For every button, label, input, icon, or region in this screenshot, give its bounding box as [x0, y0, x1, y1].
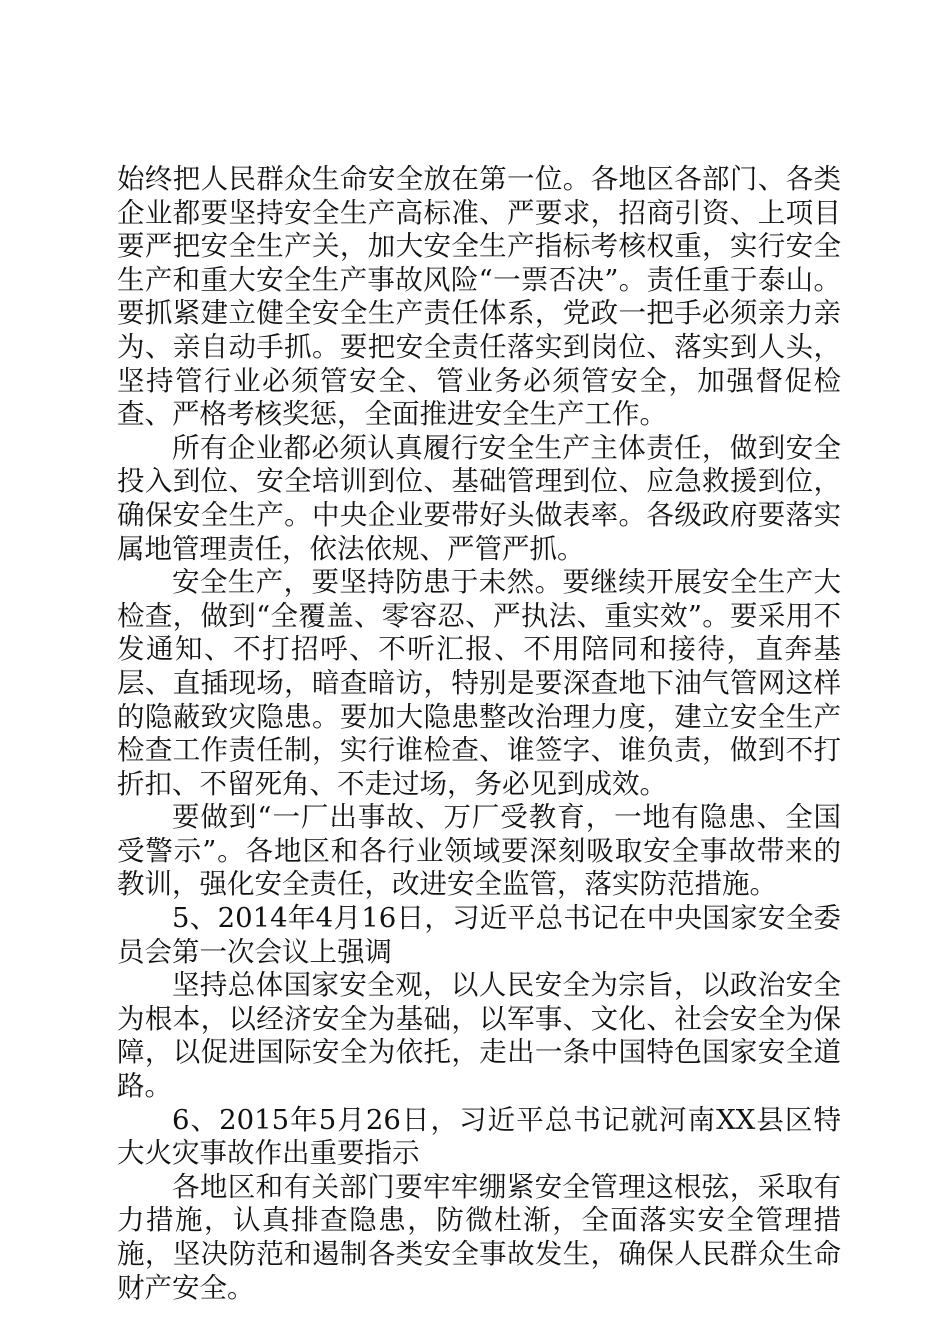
section-heading-5: 5、2014年4月16日，习近平总书记在中央国家安全委员会第一次会议上强调: [117, 902, 841, 968]
section-heading-6: 6、2015年5月26日，习近平总书记就河南XX县区特大火灾事故作出重要指示: [117, 1103, 841, 1170]
paragraph-continued: 始终把人民群众生命安全放在第一位。各地区各部门、各类企业都要坚持安全生产高标准、严要求，招商引资、上项目要严把安全生产关，加大安全生产指标考核权重，实行安全生产和重大安全生产事故风险“一票否决”。责任重于泰山。要抓紧建立健全安全生产责任体系，党政一把手必须亲力亲为、亲自动手抓。要把安全责任落实到岗位、落实到人头，坚持管行业必须管安全、管业务必须管安全，加强督促检查、严格考核奖惩，全面推进安全生产工作。: [117, 163, 841, 431]
paragraph-enterprise-responsibility: 所有企业都必须认真履行安全生产主体责任，做到安全投入到位、安全培训到位、基础管理到位、应急救援到位，确保安全生产。中央企业要带好头做表率。各级政府要落实属地管理责任，依法依规、严管严抓。: [117, 431, 841, 565]
paragraph-national-security: 坚持总体国家安全观，以人民安全为宗旨，以政治安全为根本，以经济安全为基础，以军事、文化、社会安全为保障，以促进国际安全为依托，走出一条中国特色国家安全道路。: [117, 969, 841, 1103]
document-body: [117, 163, 841, 1305]
paragraph-safety-management: 各地区和有关部门要牢牢绷紧安全管理这根弦，采取有力措施，认真排查隐患，防微杜渐，全面落实安全管理措施，坚决防范和遏制各类安全事故发生，确保人民群众生命财产安全。: [117, 1170, 841, 1304]
paragraph-lessons: 要做到“一厂出事故、万厂受教育，一地有隐患、全国受警示”。各地区和各行业领域要深刻吸取安全事故带来的教训，强化安全责任，改进安全监管，落实防范措施。: [117, 801, 841, 901]
paragraph-prevention: 安全生产，要坚持防患于未然。要继续开展安全生产大检查，做到“全覆盖、零容忍、严执法、重实效”。要采用不发通知、不打招呼、不听汇报、不用陪同和接待，直奔基层、直插现场，暗查暗访，特别是要深查地下油气管网这样的隐蔽致灾隐患。要加大隐患整改治理力度，建立安全生产检查工作责任制，实行谁检查、谁签字、谁负责，做到不打折扣、不留死角、不走过场，务必见到成效。: [117, 566, 841, 800]
